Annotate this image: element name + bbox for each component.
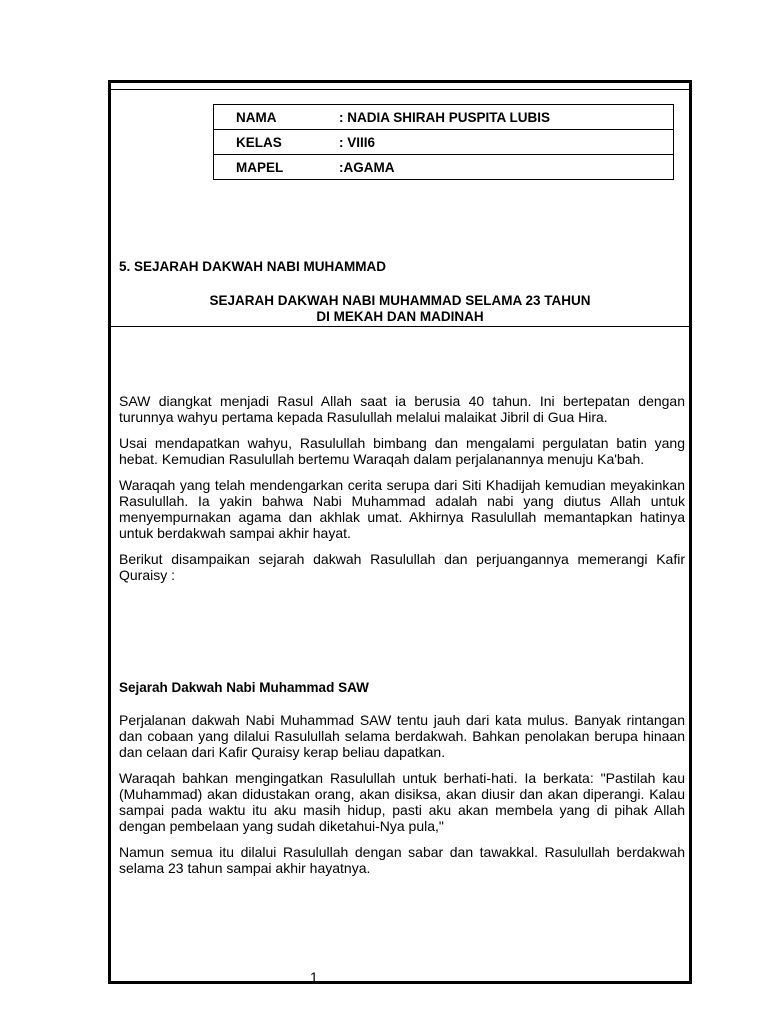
identity-label: MAPEL [214, 155, 340, 180]
identity-table [213, 104, 674, 180]
identity-label: NAMA [214, 105, 340, 130]
paragraph: Berikut disampaikan sejarah dakwah Rasulullah dan perjuangannya memerangi Kafir Quraisy : [119, 551, 685, 583]
section-heading: 5. SEJARAH DAKWAH NABI MUHAMMAD [119, 259, 387, 274]
identity-row-class [214, 130, 674, 155]
intro-paragraphs [119, 393, 685, 593]
identity-value: : NADIA SHIRAH PUSPITA LUBIS [339, 105, 674, 130]
document-title [111, 293, 689, 325]
paragraph: Namun semua itu dilalui Rasulullah dengan sabar dan tawakkal. Rasulullah berdakwah selama 23 tahun sampai akhir hayatnya. [119, 844, 685, 876]
paragraph: Usai mendapatkan wahyu, Rasulullah bimbang dan mengalami pergulatan batin yang hebat. Kemudian Rasulullah bertemu Waraqah dalam perjalanannya menuju Ka'bah. [119, 435, 685, 467]
paragraph: Waraqah bahkan mengingatkan Rasulullah untuk berhati-hati. Ia berkata: "Pastilah kau (Muhammad) akan didustakan orang, akan disiksa, akan diusir dan akan diperangi. Kalau sampai pada waktu itu aku masih hidup, pasti aku akan membela yang di pihak Allah dengan pembelaan yang sudah diketahui-Nya pula," [119, 770, 685, 834]
paragraph: Waraqah yang telah mendengarkan cerita serupa dari Siti Khadijah kemudian meyakinkan Rasulullah. Ia yakin bahwa Nabi Muhammad adalah nabi yang diutus Allah untuk menyempurnakan agama dan akhlak umat. Akhirnya Rasulullah memantapkan hatinya untuk berdakwah sampai akhir hayat. [119, 477, 685, 541]
title-line-1: SEJARAH DAKWAH NABI MUHAMMAD SELAMA 23 TAHUN [209, 293, 591, 308]
page-frame [108, 80, 692, 984]
paragraph: Perjalanan dakwah Nabi Muhammad SAW tentu jauh dari kata mulus. Banyak rintangan dan cobaan yang dilalui Rasulullah selama berdakwah. Bahkan penolakan berupa hinaan dan celaan dari Kafir Quraisy kerap beliau dapatkan. [119, 712, 685, 760]
page-number: 1 [310, 969, 318, 985]
identity-value: :AGAMA [339, 155, 674, 180]
history-paragraphs [119, 712, 685, 886]
paragraph: SAW diangkat menjadi Rasul Allah saat ia berusia 40 tahun. Ini bertepatan dengan turunnya wahyu pertama kepada Rasulullah melalui malaikat Jibril di Gua Hira. [119, 393, 685, 425]
identity-row-name [214, 105, 674, 130]
title-rule [111, 326, 689, 327]
title-line-2: DI MEKAH DAN MADINAH [316, 309, 484, 324]
top-rule [111, 89, 689, 90]
identity-value: : VIII6 [339, 130, 674, 155]
identity-row-subject [214, 155, 674, 180]
identity-label: KELAS [214, 130, 340, 155]
subheading: Sejarah Dakwah Nabi Muhammad SAW [119, 680, 369, 695]
